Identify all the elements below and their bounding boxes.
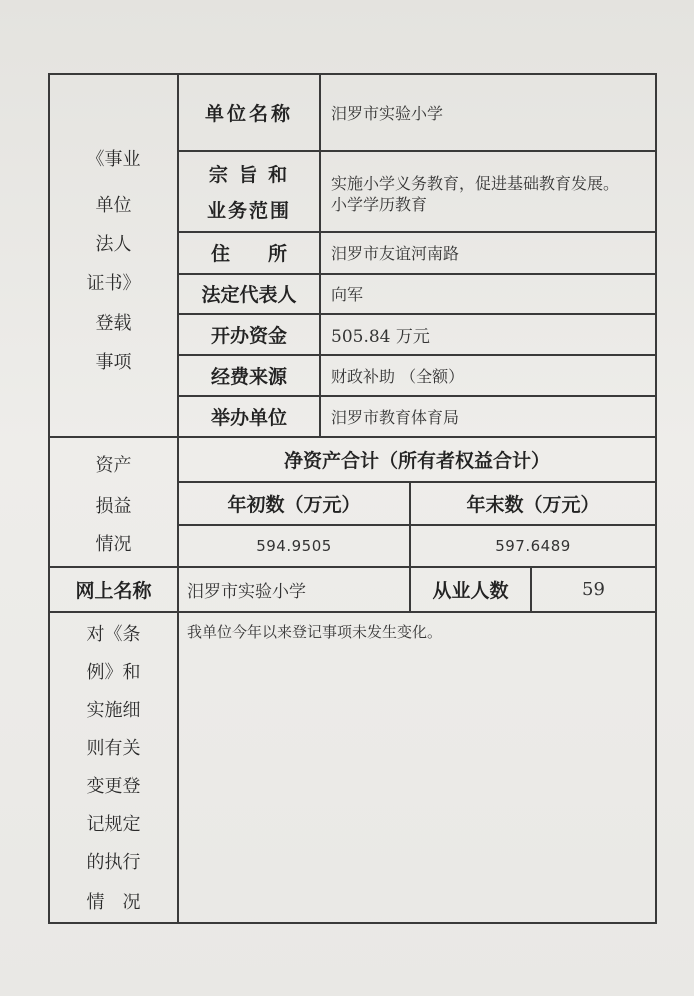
scope-value-line2: 小学学历教育 bbox=[331, 194, 428, 214]
scope-value-line1: 实施小学义务教育，促进基础教育发展。 bbox=[331, 173, 620, 193]
header-line: 情 况 bbox=[86, 892, 141, 913]
header-line: 实施细 bbox=[86, 700, 141, 721]
sponsor-label: 举办单位 bbox=[210, 406, 287, 429]
label-value-divider bbox=[319, 73, 321, 437]
header-line: 登载 bbox=[95, 313, 132, 334]
legal-rep-label: 法定代表人 bbox=[201, 284, 297, 306]
header-line: 对《条 bbox=[86, 624, 141, 645]
header-line: 则有关 bbox=[86, 738, 141, 759]
assets-section-header bbox=[50, 437, 177, 566]
compliance-statement: 我单位今年以来登记事项未发生变化。 bbox=[187, 622, 443, 641]
online-name-label: 网上名称 bbox=[75, 579, 152, 602]
row-divider bbox=[177, 150, 657, 152]
begin-year-value: 594.9505 bbox=[256, 536, 332, 555]
end-year-value: 597.6489 bbox=[495, 536, 571, 555]
unit-name-label: 单位名称 bbox=[204, 103, 293, 125]
header-line: 单位 bbox=[95, 195, 132, 216]
registration-section-header bbox=[50, 73, 177, 436]
table-border-bottom bbox=[48, 922, 657, 924]
header-line: 情况 bbox=[95, 534, 132, 555]
staff-count-label: 从业人数 bbox=[432, 579, 509, 602]
address-value: 汨罗市友谊河南路 bbox=[331, 244, 460, 263]
header-line: 事项 bbox=[95, 352, 132, 373]
header-line: 例》和 bbox=[86, 662, 141, 683]
sponsor-value: 汨罗市教育体育局 bbox=[331, 407, 460, 427]
funding-value: 财政补助 （全额） bbox=[331, 366, 465, 386]
legal-rep-value: 向军 bbox=[331, 285, 364, 304]
header-line: 《事业 bbox=[86, 149, 141, 170]
online-name-value: 汨罗市实验小学 bbox=[187, 581, 306, 602]
header-line: 的执行 bbox=[86, 852, 141, 873]
address-label: 住 所 bbox=[210, 243, 287, 265]
header-line: 证书》 bbox=[86, 273, 141, 294]
net-assets-title: 净资产合计（所有者权益合计） bbox=[283, 449, 550, 472]
begin-year-label: 年初数（万元） bbox=[227, 493, 361, 516]
header-line: 资产 bbox=[95, 455, 132, 476]
compliance-section-header bbox=[50, 612, 177, 922]
scope-label-line2: 业务范围 bbox=[206, 199, 291, 222]
table-border-right bbox=[655, 73, 657, 924]
scope-label-line1: 宗 旨 和 bbox=[208, 163, 290, 186]
header-line: 损益 bbox=[95, 496, 132, 517]
end-year-label: 年末数（万元） bbox=[466, 493, 600, 516]
header-line: 法人 bbox=[95, 234, 132, 255]
funding-label: 经费来源 bbox=[210, 365, 287, 388]
header-line: 记规定 bbox=[86, 814, 141, 835]
capital-value: 505.84 万元 bbox=[331, 326, 430, 347]
staff-count-value: 59 bbox=[582, 578, 605, 600]
capital-label: 开办资金 bbox=[210, 324, 287, 347]
header-line: 变更登 bbox=[86, 776, 141, 797]
unit-name-value: 汨罗市实验小学 bbox=[331, 104, 444, 123]
